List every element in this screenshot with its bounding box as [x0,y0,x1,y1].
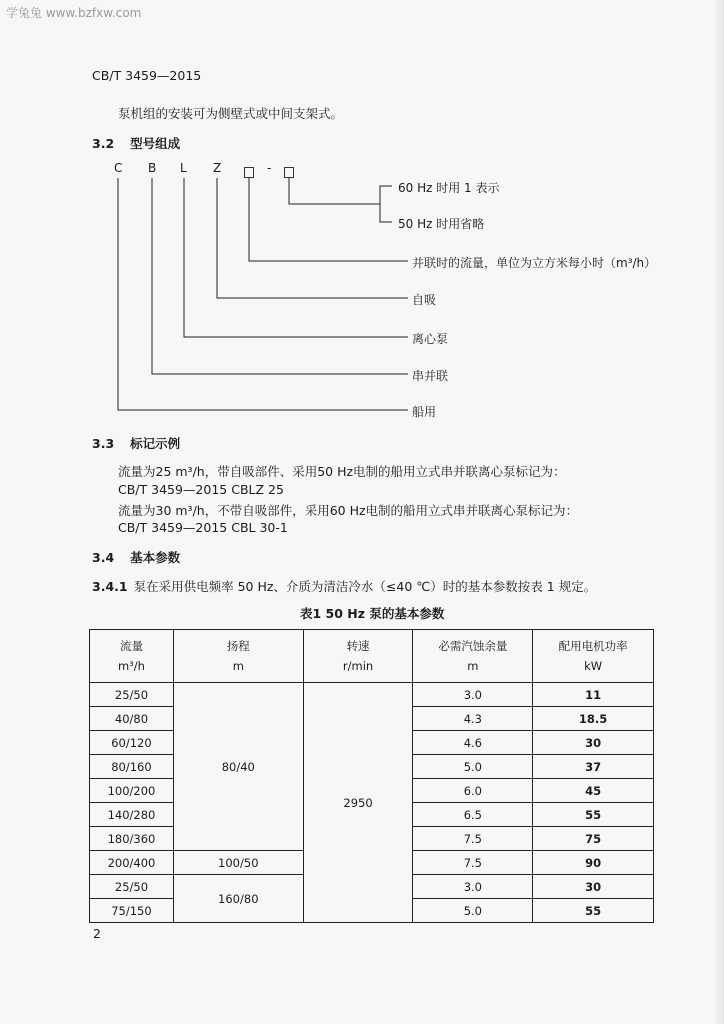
example-1-text: 流量为25 m³/h，带自吸部件、采用50 Hz电制的船用立式串并联离心泵标记为： [118,464,566,479]
marine-leader [118,178,408,410]
head-cell: 100/50 [173,851,303,875]
clause-3-4-1 [92,577,596,595]
npsh-cell: 5.0 [413,899,533,923]
clause-number: 3.4.1 [92,579,128,594]
flow-cell: 60/120 [90,731,174,755]
power-cell: 37 [533,755,654,779]
section-title: 基本参数 [130,550,181,565]
label-marine: 船用 [412,405,437,419]
model-code-diagram [0,0,724,440]
table-header-row [90,630,654,683]
npsh-cell: 6.0 [413,779,533,803]
header-power: 配用电机功率 kW [533,630,654,683]
flow-cell: 80/160 [90,755,174,779]
label-series-parallel: 串并联 [412,369,449,383]
table-row [90,683,654,707]
label-centrifugal: 离心泵 [412,332,449,346]
scan-edge-shadow [714,0,724,1024]
example-2-code: CB/T 3459—2015 CBL 30-1 [118,520,288,535]
npsh-cell: 5.0 [413,755,533,779]
flow-cell: 100/200 [90,779,174,803]
section-title: 型号组成 [130,136,181,151]
power-cell: 75 [533,827,654,851]
flow-cell: 25/50 [90,875,174,899]
npsh-cell: 6.5 [413,803,533,827]
code-letter-c: C [114,161,123,175]
header-flow: 流量 m³/h [90,630,174,683]
power-cell: 11 [533,683,654,707]
section-number: 3.2 [92,136,115,151]
frequency-leader [289,178,380,204]
table-caption: 表1 50 Hz 泵的基本参数 [300,606,445,621]
power-cell: 30 [533,875,654,899]
flow-leader [249,178,408,261]
flow-cell: 140/280 [90,803,174,827]
flow-cell: 200/400 [90,851,174,875]
section-number: 3.3 [92,436,115,451]
power-cell: 55 [533,899,654,923]
flow-cell: 180/360 [90,827,174,851]
code-letter-l: L [180,161,187,175]
section-3-4-heading [92,548,180,566]
header-speed: 转速 r/min [303,630,413,683]
section-title: 标记示例 [130,436,181,451]
power-cell: 90 [533,851,654,875]
centrifugal-leader [184,178,408,337]
example-1-code: CB/T 3459—2015 CBLZ 25 [118,482,284,497]
watermark: 学兔兔 www.bzfxw.com [6,6,142,20]
series-parallel-leader [152,178,408,374]
npsh-cell: 3.0 [413,875,533,899]
code-dash: - [267,161,272,175]
head-cell: 80/40 [173,683,303,851]
npsh-cell: 4.6 [413,731,533,755]
label-flow: 并联时的流量，单位为立方米每小时（m³/h） [412,256,657,270]
npsh-cell: 4.3 [413,707,533,731]
example-2-text: 流量为30 m³/h，不带自吸部件，采用60 Hz电制的船用立式串并联离心泵标记为： [118,503,579,518]
code-letter-b: B [148,161,157,175]
intro-paragraph: 泵机组的安装可为侧壁式或中间支架式。 [118,106,344,121]
npsh-cell: 7.5 [413,827,533,851]
label-60hz: 60 Hz 时用 1 表示 [398,181,500,195]
speed-cell: 2950 [303,683,413,923]
flow-cell: 25/50 [90,683,174,707]
label-self-priming: 自吸 [412,293,437,307]
page-number: 2 [93,926,101,941]
standard-header: CB/T 3459—2015 [92,68,202,83]
basic-parameters-table [89,629,654,923]
frequency-bracket [380,186,392,222]
header-head: 扬程 m [173,630,303,683]
label-50hz: 50 Hz 时用省略 [398,217,485,231]
power-cell: 18.5 [533,707,654,731]
self-priming-leader [217,178,408,298]
power-cell: 55 [533,803,654,827]
code-letter-z: Z [213,161,222,175]
power-cell: 45 [533,779,654,803]
clause-text: 泵在采用供电频率 50 Hz、介质为清洁冷水（≤40 ℃）时的基本参数按表 1 规定。 [133,579,597,594]
flow-cell: 40/80 [90,707,174,731]
flow-cell: 75/150 [90,899,174,923]
section-3-3-heading [92,434,180,452]
head-cell: 160/80 [173,875,303,923]
header-npsh: 必需汽蚀余量 m [413,630,533,683]
section-number: 3.4 [92,550,115,565]
npsh-cell: 3.0 [413,683,533,707]
power-cell: 30 [533,731,654,755]
npsh-cell: 7.5 [413,851,533,875]
